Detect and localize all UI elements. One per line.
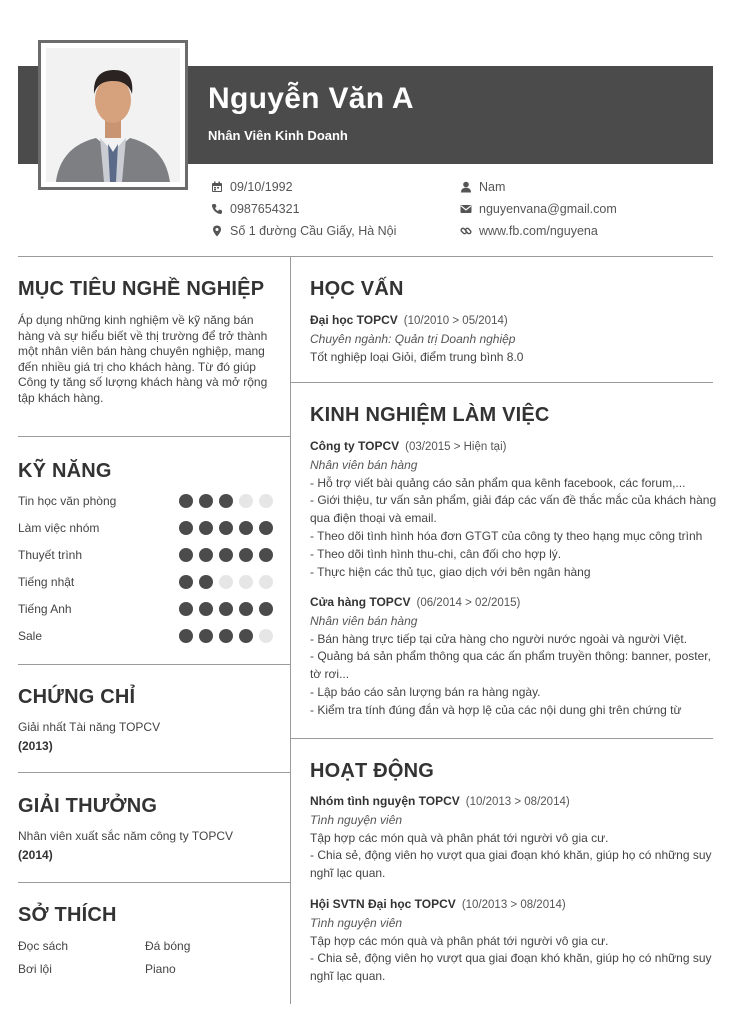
activity-line: Tập hợp các món quà và phân phát tới người vô gia cư. (310, 830, 609, 845)
activity-entry (310, 896, 718, 986)
education-result: Tốt nghiệp loại Giỏi, điểm trung bình 8.0 (310, 349, 524, 364)
skill-row (18, 627, 273, 645)
skill-dot-empty (259, 629, 273, 643)
skill-level (179, 548, 273, 562)
skill-dot-empty (219, 575, 233, 589)
activity-line: - Chia sẻ, động viên họ vượt qua giai đoạn khó khăn, giúp họ có những suy nghĩ lạc quan. (310, 848, 712, 881)
skill-dot-filled (219, 602, 233, 616)
skill-level (179, 629, 273, 643)
activities-heading: HOẠT ĐỘNG (310, 760, 435, 782)
candidate-title: Nhân Viên Kinh Doanh (208, 128, 348, 143)
skill-dot-empty (239, 494, 253, 508)
envelope-icon (460, 203, 472, 215)
job-duty: - Giới thiệu, tư vấn sản phẩm, giải đáp các vấn đề thắc mắc của khách hàng qua điện thoại và email. (310, 493, 717, 526)
phone-text: 0987654321 (230, 202, 300, 216)
certificate-name: Giải nhất Tài năng TOPCV (18, 720, 161, 734)
dob-row (211, 180, 293, 194)
awards-heading: GIẢI THƯỞNG (18, 795, 158, 817)
hobby-item: Piano (145, 962, 176, 976)
objective-heading: MỤC TIÊU NGHỀ NGHIỆP (18, 278, 265, 300)
candidate-name: Nguyễn Văn A (208, 82, 414, 115)
skill-dot-filled (239, 521, 253, 535)
right-divider-2 (290, 738, 713, 739)
job-duty: - Bán hàng trực tiếp tại cửa hàng cho người nước ngoài và người Việt. (310, 631, 688, 646)
activity-org: Hội SVTN Đại học TOPCV (310, 897, 456, 911)
skill-row (18, 600, 273, 618)
skill-dot-filled (259, 602, 273, 616)
user-icon (460, 181, 472, 193)
skill-dot-filled (179, 548, 193, 562)
activity-line: - Chia sẻ, động viên họ vượt qua giai đoạn khó khăn, giúp họ có những suy nghĩ lạc quan. (310, 951, 712, 984)
skill-dot-filled (219, 629, 233, 643)
education-entry (310, 312, 718, 366)
skill-level (179, 575, 273, 589)
skill-row (18, 492, 273, 510)
skill-dot-filled (199, 548, 213, 562)
skill-name: Làm việc nhóm (18, 521, 100, 535)
skill-name: Tin học văn phòng (18, 494, 117, 508)
activity-entry (310, 793, 718, 883)
job-duty: - Lập báo cáo sản lượng bán ra hàng ngày. (310, 684, 541, 699)
hobby-item: Bơi lội (18, 962, 52, 976)
skill-name: Thuyết trình (18, 548, 83, 562)
dob-text: 09/10/1992 (230, 180, 293, 194)
experience-heading: KINH NGHIỆM LÀM VIỆC (310, 404, 550, 426)
phone-row (211, 202, 300, 216)
website-link[interactable]: www.fb.com/nguyena (479, 224, 598, 238)
skill-level (179, 494, 273, 508)
activity-line: Tập hợp các món quà và phân phát tới người vô gia cư. (310, 933, 609, 948)
job-duty: - Thực hiện các thủ tục, giao dịch với bên ngân hàng (310, 564, 591, 579)
right-divider-1 (290, 382, 713, 383)
skill-row (18, 573, 273, 591)
job-duty: - Kiểm tra tính đúng đắn và hợp lệ của các nội dung ghi trên chứng từ (310, 702, 682, 717)
calendar-icon (211, 181, 223, 193)
hobby-item: Đọc sách (18, 939, 69, 953)
skill-dot-empty (259, 494, 273, 508)
email-row (460, 202, 617, 216)
skill-dot-filled (179, 602, 193, 616)
skill-row (18, 519, 273, 537)
person-portrait-icon (46, 48, 180, 182)
skill-dot-empty (239, 575, 253, 589)
skill-dot-filled (179, 494, 193, 508)
skill-dot-filled (219, 521, 233, 535)
job-duty: - Quảng bá sản phẩm thông qua các ấn phẩm truyền thông: banner, poster, tờ rơi... (310, 649, 711, 682)
skill-dot-filled (219, 494, 233, 508)
left-divider-2 (18, 664, 290, 665)
skill-dot-filled (239, 629, 253, 643)
education-school: Đại học TOPCV (310, 313, 398, 327)
column-divider (290, 256, 291, 1004)
education-period: (10/2010 > 05/2014) (403, 315, 508, 327)
hobbies-heading: SỞ THÍCH (18, 904, 117, 926)
website-row (460, 224, 598, 238)
award-name: Nhân viên xuất sắc năm công ty TOPCV (18, 829, 233, 843)
skill-dot-filled (199, 575, 213, 589)
skill-name: Sale (18, 629, 43, 643)
map-marker-icon (211, 225, 223, 237)
hobby-item: Đá bóng (145, 939, 191, 953)
skill-level (179, 521, 273, 535)
skill-dot-filled (259, 521, 273, 535)
job-org: Công ty TOPCV (310, 439, 400, 453)
job-role: Nhân viên bán hàng (310, 613, 418, 628)
email-link[interactable]: nguyenvana@gmail.com (479, 202, 617, 216)
activity-period: (10/2013 > 08/2014) (465, 796, 570, 808)
skill-name: Tiếng Anh (18, 602, 72, 616)
activity-period: (10/2013 > 08/2014) (461, 899, 566, 911)
gender-row (460, 180, 505, 194)
activity-role: Tình nguyện viên (310, 915, 403, 930)
skill-level (179, 602, 273, 616)
phone-icon (211, 203, 223, 215)
skill-dot-filled (179, 629, 193, 643)
skill-dot-filled (219, 548, 233, 562)
job-period: (03/2015 > Hiện tại) (405, 441, 507, 453)
skill-name: Tiếng nhật (18, 575, 75, 589)
skill-dot-filled (199, 602, 213, 616)
skill-dot-filled (199, 629, 213, 643)
gender-text: Nam (479, 180, 506, 194)
skill-dot-filled (239, 548, 253, 562)
job-role: Nhân viên bán hàng (310, 457, 418, 472)
left-divider-1 (18, 436, 290, 437)
skill-dot-filled (179, 575, 193, 589)
left-divider-4 (18, 882, 290, 883)
skill-row (18, 546, 273, 564)
job-org: Cửa hàng TOPCV (310, 595, 411, 609)
activity-org: Nhóm tình nguyện TOPCV (310, 794, 460, 808)
job-duty: - Theo dõi tình hình thu-chi, cân đối cho hợp lý. (310, 546, 562, 561)
job-duty: - Hỗ trợ viết bài quảng cáo sản phẩm qua kênh facebook, các forum,... (310, 475, 686, 490)
skills-heading: KỸ NĂNG (18, 460, 112, 482)
experience-entry (310, 438, 718, 581)
education-heading: HỌC VẤN (310, 278, 404, 300)
skill-dot-filled (199, 494, 213, 508)
address-text: Số 1 đường Cầu Giấy, Hà Nội (230, 224, 397, 238)
objective-text: Áp dụng những kinh nghiệm về kỹ năng bán hàng và sự hiểu biết về thị trường để trở thành một nhân viên bán hàng chuyên nghiệp, mang đến nhiều giá trị cho khách hàng. Từ đó giúp Công ty tăng số lượng khách hàng và mở rộng tập khách hàng. (18, 313, 268, 405)
skill-dot-filled (199, 521, 213, 535)
skill-dot-filled (239, 602, 253, 616)
link-icon (460, 225, 472, 237)
certificate-year: (2013) (18, 739, 53, 753)
experience-entry (310, 594, 718, 720)
job-duty: - Theo dõi tình hình hóa đơn GTGT của công ty theo hạng mục công trình (310, 528, 703, 543)
education-major: Chuyên ngành: Quản trị Doanh nghiệp (310, 331, 516, 346)
award-year: (2014) (18, 848, 53, 862)
header-divider (18, 256, 713, 257)
skill-dot-empty (259, 575, 273, 589)
address-row (211, 224, 396, 238)
certificates-heading: CHỨNG CHỈ (18, 686, 136, 708)
profile-photo (38, 40, 188, 190)
left-divider-3 (18, 772, 290, 773)
skill-dot-filled (259, 548, 273, 562)
job-period: (06/2014 > 02/2015) (416, 597, 521, 609)
activity-role: Tình nguyện viên (310, 812, 403, 827)
skill-dot-filled (179, 521, 193, 535)
